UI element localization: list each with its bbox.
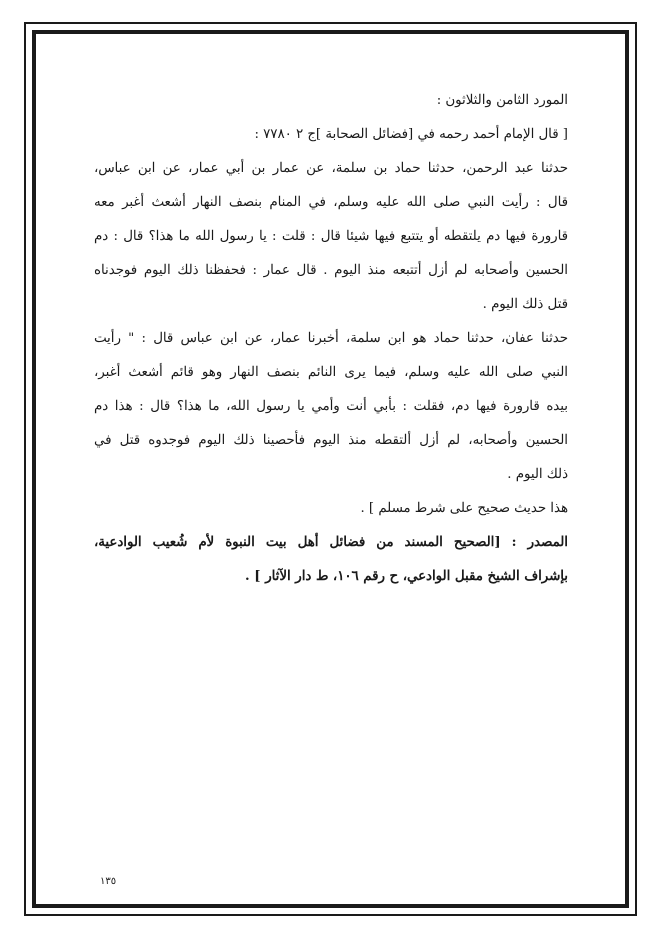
hadith-line: بيده قارورة فيها دم، فقلت : بأبي أنت وأمي يا رسول الله، ما هذا؟ قال : هذا دم: [94, 399, 568, 414]
hadith-line: قال : رأيت النبي صلى الله عليه وسلم، في المنام بنصف النهار أشعث أغبر معه: [94, 195, 568, 210]
hadith-line: النبي صلى الله عليه وسلم، فيما يرى النائم بنصف النهار وهو قائم أشعث أغبر،: [94, 365, 568, 380]
hadith-line: ذلك اليوم .: [507, 467, 568, 482]
grading-line: هذا حديث صحيح على شرط مسلم ] .: [360, 501, 568, 516]
hadith-line: الحسين وأصحابه، لم أزل ألتقطه منذ اليوم فأحصينا ذلك اليوم فوجدوه قتل في: [94, 433, 568, 448]
source-line: بإشراف الشيخ مقبل الوادعي، ح رقم ١٠٦، ط دار الآثار ] .: [245, 569, 568, 584]
hadith-line: حدثنا عفان، حدثنا حماد هو ابن سلمة، أخبرنا عمار، عن ابن عباس قال : " رأيت: [94, 331, 568, 346]
citation-line: [ قال الإمام أحمد رحمه في [فضائل الصحابة ]ج ٢ ٧٧٨٠ :: [254, 127, 568, 142]
hadith-line: حدثنا عبد الرحمن، حدثنا حماد بن سلمة، عن عمار بن أبي عمار، عن ابن عباس،: [94, 161, 568, 176]
section-heading: المورد الثامن والثلاثون :: [436, 93, 568, 108]
hadith-line: الحسين وأصحابه لم أزل أتتبعه منذ اليوم . قال عمار : فحفظنا ذلك اليوم فوجدناه: [94, 263, 568, 278]
page-number: ١٣٥: [100, 876, 117, 887]
hadith-line: قتل ذلك اليوم .: [482, 297, 568, 312]
source-line: المصدر : [الصحيح المسند من فضائل أهل بيت النبوة لأم شُعيب الوادعية،: [94, 535, 568, 550]
hadith-line: قارورة فيها دم يلتقطه أو يتتبع فيها شيئا قال : قلت : يا رسول الله ما هذا؟ قال : دم: [94, 229, 568, 244]
